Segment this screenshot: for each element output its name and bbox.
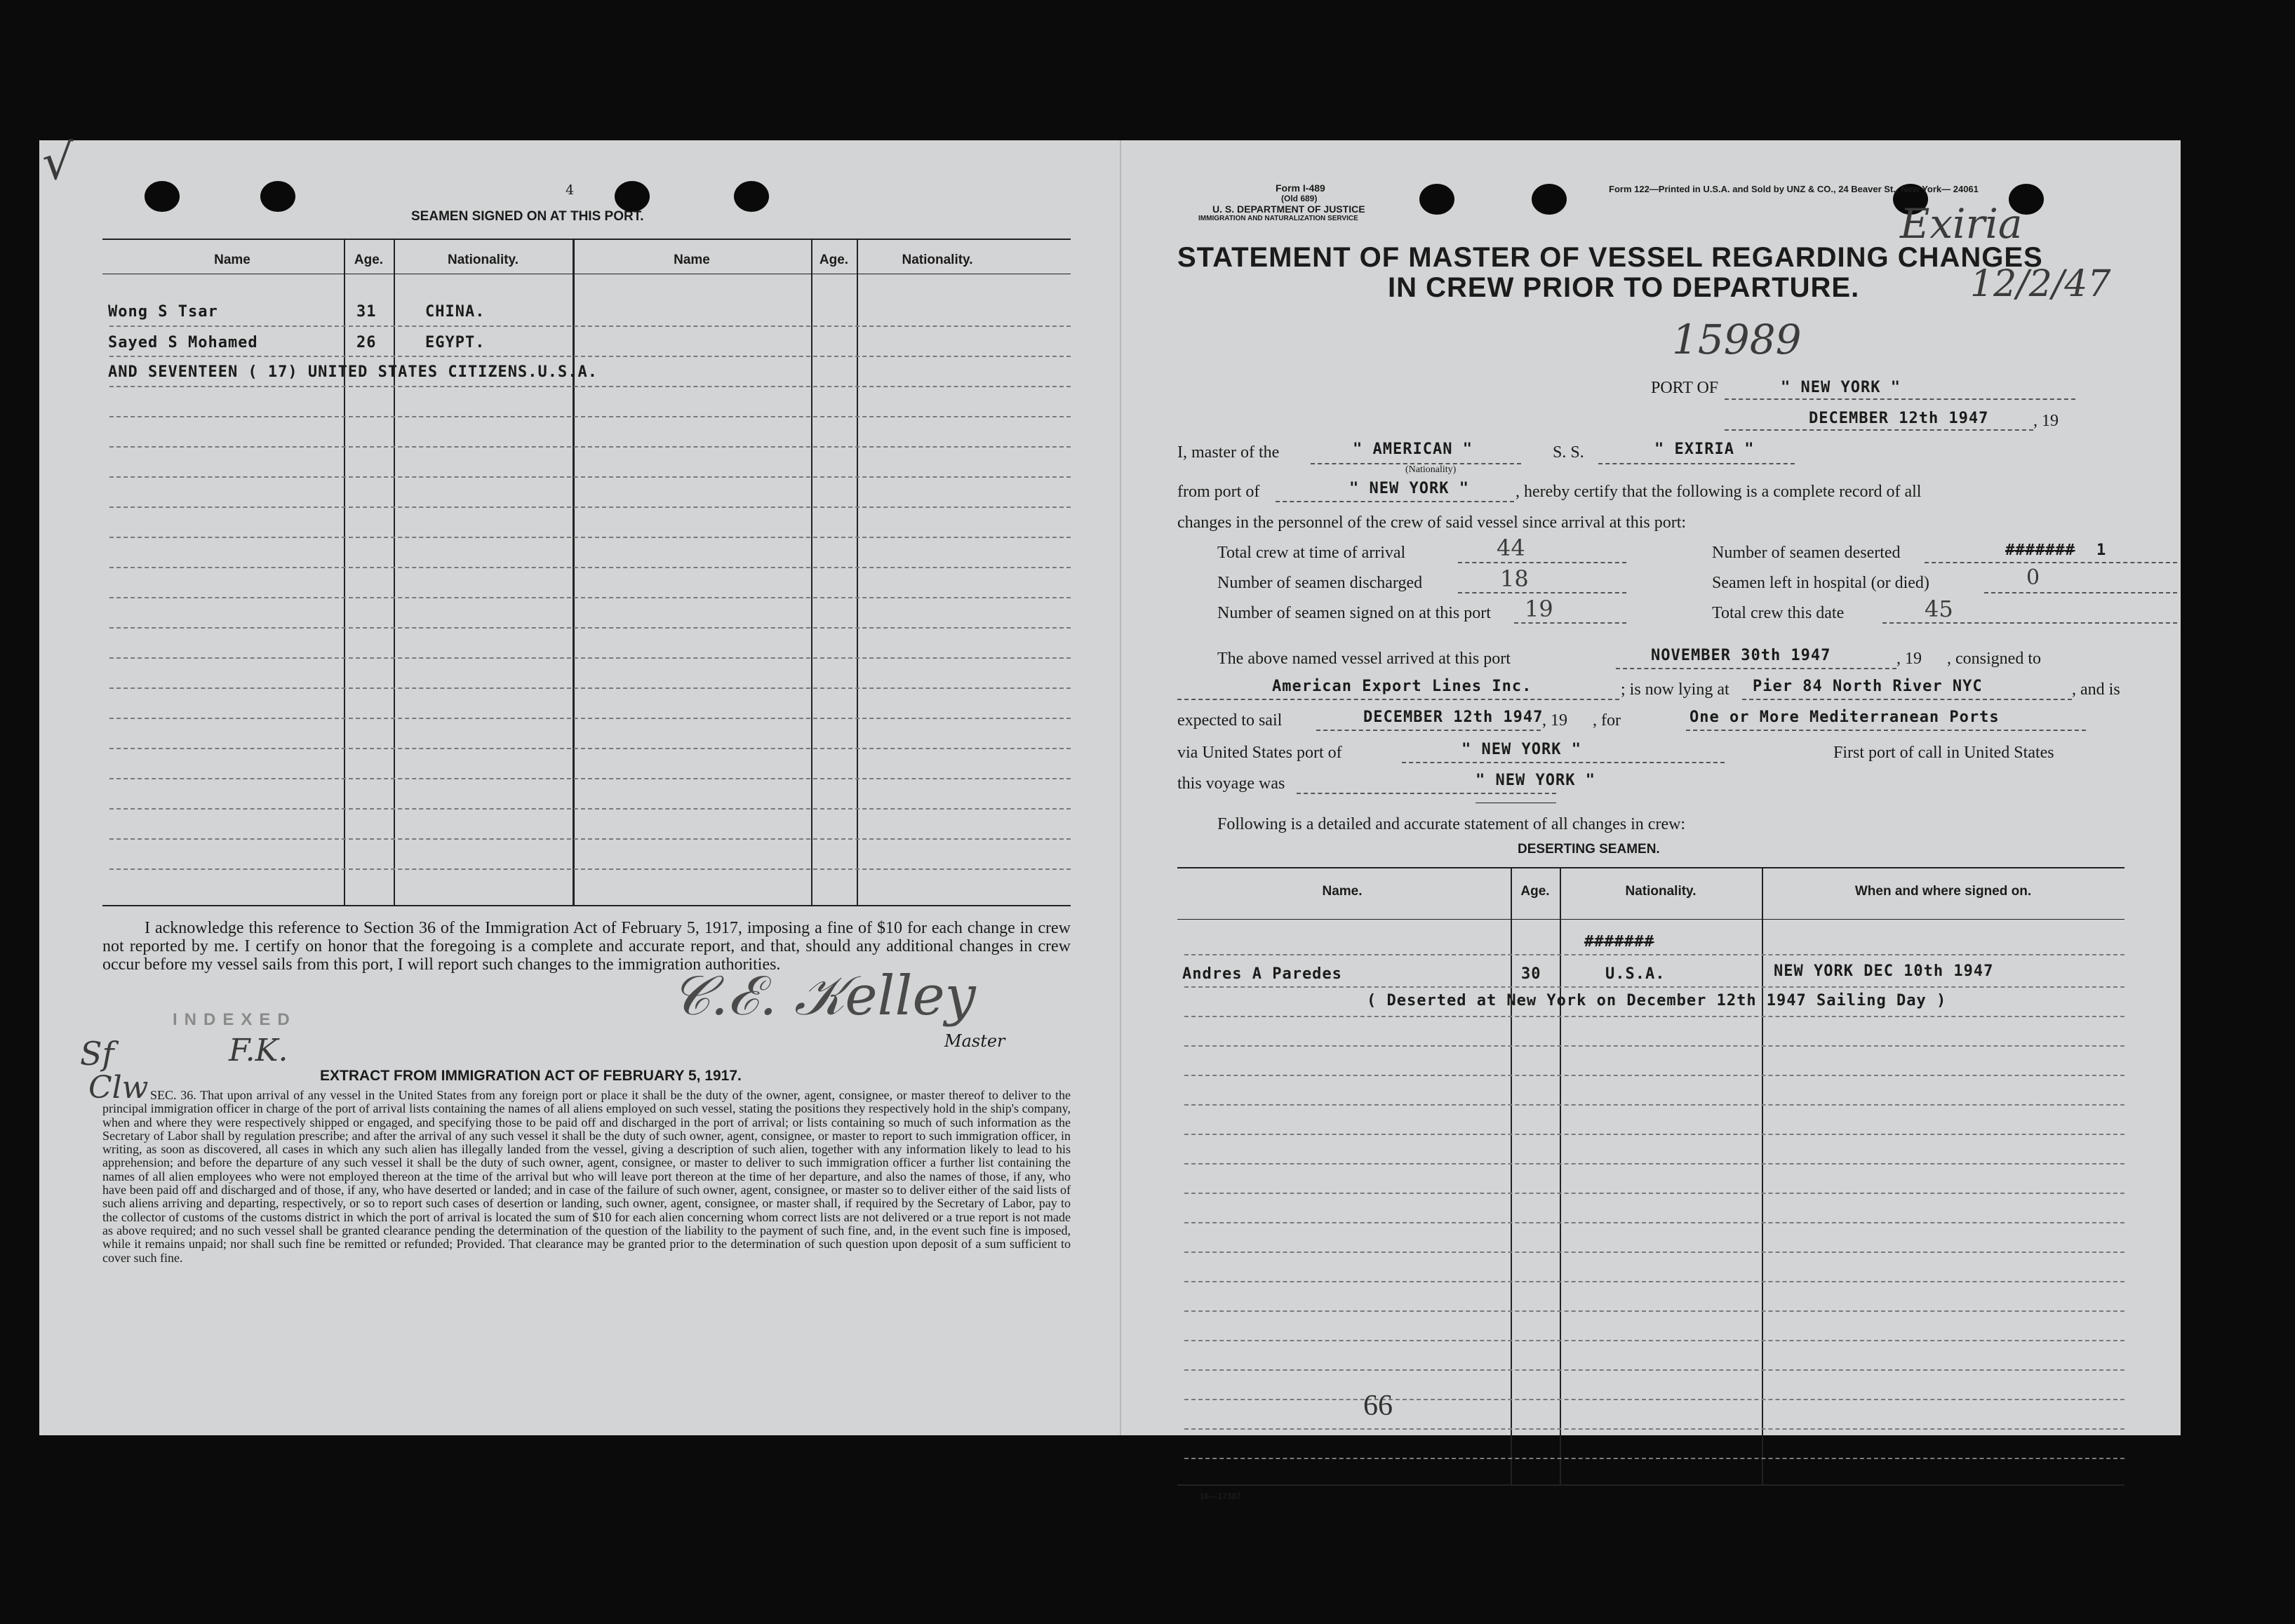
- master-of-label: I, master of the: [1177, 443, 1280, 462]
- from-port-value: " NEW YORK ": [1349, 480, 1469, 497]
- row-rule: [109, 808, 1071, 810]
- changes-text: changes in the personnel of the crew of said vessel since arrival at this port:: [1177, 514, 1687, 532]
- row-rule: [109, 386, 1071, 387]
- deserted-label: Number of seamen deserted: [1712, 544, 1901, 562]
- nationality-caption: (Nationality): [1405, 464, 1457, 475]
- total-crew-date-label: Total crew this date: [1712, 604, 1845, 622]
- row-rule: [109, 778, 1071, 779]
- column-divider: [344, 239, 345, 905]
- row-rule: [1184, 1075, 2125, 1076]
- table-top-rule: [102, 239, 1071, 240]
- form-title-line1: STATEMENT OF MASTER OF VESSEL REGARDING CHANGES: [1177, 242, 2043, 273]
- first-port-label: First port of call in United States: [1833, 744, 2054, 762]
- arrived-value: NOVEMBER 30th 1947: [1651, 647, 1831, 664]
- table-top-rule: [1177, 867, 2125, 868]
- column-header-signed-on: When and where signed on.: [1854, 884, 2032, 899]
- acknowledgement-text: I acknowledge this reference to Section 36 of the Immigration Act of February 5, 1917, imposing a fine of $10 for each change in crew not reported by me. I certify on honor that the foregoing is a complete and accurate report, and that, should any additional changes in crew occur before my vessel sails from this port, I will report such changes to the immigration authorities.: [102, 919, 1071, 974]
- for-label: , 19 , for: [1542, 711, 1621, 730]
- page-stamp: 66: [1363, 1390, 1393, 1422]
- department-name: U. S. DEPARTMENT OF JUSTICE: [1212, 203, 1365, 215]
- total-crew-arrival-value: 44: [1497, 535, 1525, 561]
- column-header-age: Age.: [819, 253, 849, 267]
- section-title: SEAMEN SIGNED ON AT THIS PORT.: [411, 209, 644, 224]
- hospital-value: 0: [2026, 565, 2040, 590]
- deserter-name: Andres A Paredes: [1182, 965, 1342, 983]
- struck-text: #######: [1584, 933, 1654, 951]
- nationality-value: " AMERICAN ": [1353, 441, 1473, 458]
- expected-value: DECEMBER 12th 1947: [1363, 709, 1544, 726]
- margin-note: F.K.: [229, 1033, 288, 1068]
- vessel-value: " EXIRIA ": [1654, 441, 1755, 458]
- deserter-signed-on: NEW YORK DEC 10th 1947: [1774, 962, 1994, 980]
- blank-line: [1402, 762, 1725, 763]
- arrived-label: The above named vessel arrived at this port: [1217, 650, 1511, 668]
- lying-value: Pier 84 North River NYC: [1753, 678, 1983, 695]
- deserter-age: 30: [1521, 965, 1541, 983]
- row-rule: [109, 657, 1071, 659]
- row-rule: [1184, 1428, 2125, 1430]
- deserter-note: ( Deserted at New York on December 12th 1947 Sailing Day ): [1367, 992, 1947, 1009]
- column-divider: [1560, 867, 1561, 1484]
- signed-on-label: Number of seamen signed on at this port: [1217, 604, 1491, 622]
- row-rule: [109, 868, 1071, 870]
- column-divider: [1762, 867, 1763, 1484]
- blank-line: [1882, 622, 2177, 624]
- blank-line: [1458, 562, 1626, 563]
- row-rule: [109, 597, 1071, 598]
- lying-label: ; is now lying at: [1621, 680, 1729, 699]
- seaman-age: 31: [356, 303, 377, 321]
- blank-line: [1686, 730, 2086, 731]
- row-rule: [109, 687, 1071, 689]
- blank-line: [1514, 622, 1626, 624]
- deserter-nationality: U.S.A.: [1605, 965, 1666, 983]
- row-rule: [1184, 1310, 2125, 1312]
- from-port-label: from port of: [1177, 483, 1260, 501]
- expected-label: expected to sail: [1177, 711, 1283, 730]
- via-label: via United States port of: [1177, 744, 1342, 762]
- row-rule: [1184, 1134, 2125, 1135]
- handwritten-date: 12/2/47: [1970, 263, 2111, 305]
- total-crew-date-value: 45: [1925, 596, 1953, 622]
- row-rule: [109, 838, 1071, 840]
- row-rule: [1184, 1281, 2125, 1282]
- following-text: Following is a detailed and accurate statement of all changes in crew:: [1217, 815, 1686, 833]
- form-old-number: (Old 689): [1281, 194, 1318, 203]
- left-page: [39, 133, 1120, 1435]
- row-rule: [109, 416, 1071, 417]
- indexed-stamp: INDEXED: [173, 1010, 297, 1029]
- deserting-title: DESERTING SEAMEN.: [1518, 842, 1660, 857]
- master-signature: 𝒞.ℰ. 𝒦elley: [671, 965, 976, 1028]
- row-rule: [1184, 1222, 2125, 1223]
- punch-hole: [1532, 184, 1567, 215]
- row-rule: [1184, 1104, 2125, 1106]
- date-value: DECEMBER 12th 1947: [1809, 410, 1989, 427]
- column-divider: [573, 239, 575, 905]
- blank-line: [1598, 463, 1795, 464]
- column-header-age: Age.: [354, 253, 384, 267]
- right-page: [1120, 140, 2181, 1501]
- column-header-name: Name: [214, 253, 250, 267]
- column-header-name: Name.: [1322, 884, 1363, 899]
- seaman-nationality: EGYPT.: [425, 334, 486, 351]
- column-divider: [857, 239, 858, 905]
- blank-line: [1297, 793, 1556, 794]
- margin-note: Sf: [80, 1035, 114, 1073]
- seaman-age: 26: [356, 334, 377, 351]
- punch-hole: [615, 181, 650, 212]
- seaman-nationality: CHINA.: [425, 303, 486, 321]
- port-value: " NEW YORK ": [1781, 379, 1901, 396]
- table-header-rule: [1177, 919, 2125, 920]
- blank-line: [1725, 429, 2033, 431]
- discharged-value: 18: [1500, 565, 1529, 592]
- row-rule: [1184, 1016, 2125, 1017]
- blank-line: [1984, 592, 2177, 593]
- row-rule: [109, 567, 1071, 568]
- row-rule: [109, 326, 1071, 327]
- column-divider: [1511, 867, 1512, 1484]
- master-label: Master: [944, 1031, 1005, 1051]
- and-is-text: , and is: [2072, 680, 2120, 699]
- row-rule: [1184, 1193, 2125, 1194]
- row-rule: [109, 627, 1071, 629]
- column-header-nationality: Nationality.: [448, 253, 518, 267]
- margin-note: Clw: [88, 1070, 149, 1106]
- ss-label: S. S.: [1553, 443, 1584, 462]
- handwritten-number: 15989: [1672, 316, 1802, 363]
- deserted-value: 1: [2096, 542, 2107, 559]
- date-suffix: , 19: [2033, 412, 2059, 430]
- seaman-name: Sayed S Mohamed: [108, 334, 258, 351]
- row-rule: [109, 446, 1071, 448]
- consignee-value: American Export Lines Inc.: [1272, 678, 1532, 695]
- punch-hole: [145, 181, 180, 212]
- row-rule: [1184, 986, 2125, 988]
- service-name: IMMIGRATION AND NATURALIZATION SERVICE: [1198, 215, 1358, 222]
- punch-hole: [260, 181, 295, 212]
- row-rule: [109, 506, 1071, 508]
- check-mark: √: [42, 133, 74, 191]
- column-divider: [811, 239, 812, 905]
- row-rule: [1184, 954, 2125, 955]
- summary-line: AND SEVENTEEN ( 17) UNITED STATES CITIZENS.U.S.A.: [108, 363, 598, 381]
- row-rule: [1184, 1458, 2125, 1459]
- blank-line: [1616, 668, 1896, 669]
- column-header-nationality: Nationality.: [902, 253, 973, 267]
- row-rule: [109, 718, 1071, 719]
- blank-line: [1725, 398, 2075, 400]
- hospital-label: Seamen left in hospital (or died): [1712, 574, 1929, 592]
- destination-value: One or More Mediterranean Ports: [1690, 709, 2000, 726]
- via-value: " NEW YORK ": [1461, 741, 1581, 758]
- blank-line: [1276, 501, 1514, 502]
- punch-hole: [734, 181, 769, 212]
- port-label: PORT OF: [1651, 379, 1719, 397]
- seaman-name: Wong S Tsar: [108, 303, 218, 321]
- row-rule: [1184, 1163, 2125, 1165]
- voyage-label: this voyage was: [1177, 774, 1285, 793]
- row-rule: [1184, 1340, 2125, 1341]
- column-divider: [394, 239, 395, 905]
- extract-text: SEC. 36. That upon arrival of any vessel in the United States from any foreign port or place it shall be the duty of the owner, agent, consignee, or master thereof to deliver to the principal immigration officer in charge of the port of arrival lists containing the names of all aliens employed on such vessel, stating the positions they respectively hold in the ship's company, when and where they were respectively shipped or engaged, and specifying those to be paid off and discharged in the port of arrival; or lists containing so much of such information as the Secretary of Labor shall by regulation prescribe; and after the arrival of any such vessel it shall be the duty of such owner, agent, consignee, or master to report to such immigration officer, in writing, as soon as discovered, all cases in which any such alien has illegally landed from the vessel, giving a description of such alien, together with any information likely to lead to his apprehension; and before the departure of any such vessel it shall be the duty of such owner, agent, consignee, or master to deliver to such immigration officer a further list containing the names of all alien employees who were not employed thereon at the time of the arrival but who will leave port thereon at the time of her departure, and also the names of those, if any, who have been paid off and discharged and of those, if any, who have deserted or landed; and in case of the failure of such owner, agent, consignee, or master so to deliver either of the said lists of such aliens arriving and departing, respectively, or so to report such cases of desertion or landing, such owner, agent, consignee, or master shall, if required by the Secretary of Labor, pay to the collector of customs of the customs district in which the port of arrival is located the sum of $10 for each alien concerning whom correct lists are not delivered or a true report is not made as above required; and no such vessel shall be granted clearance pending the determination of the question of the liability to the payment of such fine, and, in the event such fine is imposed, while it remains unpaid; nor shall such fine be remitted or refunded; Provided. That clearance may be granted prior to the determination of such question upon deposit of a sum sufficient to cover such fine.: [102, 1088, 1071, 1265]
- form-title-line2: IN CREW PRIOR TO DEPARTURE.: [1388, 272, 1860, 303]
- row-rule: [109, 356, 1071, 357]
- column-header-name: Name: [674, 253, 710, 267]
- table-bottom-rule: [1177, 1484, 2125, 1486]
- punch-hole: [1419, 184, 1454, 215]
- voyage-value: " NEW YORK ": [1476, 772, 1595, 789]
- blank-line: [1925, 562, 2177, 563]
- certify-text: , hereby certify that the following is a complete record of all: [1515, 483, 1922, 501]
- row-rule: [1184, 1045, 2125, 1047]
- handwritten-vessel: Exiria: [1900, 200, 2023, 248]
- blank-line: [1177, 699, 1619, 700]
- form-number: Form I-489: [1276, 182, 1325, 194]
- page-number: 4: [566, 182, 575, 198]
- row-rule: [1184, 1399, 2125, 1400]
- row-rule: [109, 537, 1071, 538]
- row-rule: [1184, 1369, 2125, 1371]
- row-rule: [109, 748, 1071, 749]
- row-rule: [109, 476, 1071, 478]
- table-bottom-rule: [102, 905, 1071, 906]
- blank-line: [1742, 699, 2072, 700]
- blank-line: [1316, 730, 1541, 731]
- total-crew-arrival-label: Total crew at time of arrival: [1217, 544, 1406, 562]
- column-header-age: Age.: [1520, 884, 1550, 899]
- footer-code: 16—17387: [1200, 1491, 1241, 1501]
- signed-on-value: 19: [1525, 596, 1553, 622]
- consigned-label: , 19 , consigned to: [1896, 650, 2041, 668]
- deserted-struck: #######: [2005, 542, 2075, 559]
- blank-line: [1458, 592, 1626, 593]
- printer-note: Form 122—Printed in U.S.A. and Sold by UNZ & CO., 24 Beaver St., New York— 24061: [1609, 184, 1979, 194]
- row-rule: [1184, 1251, 2125, 1253]
- discharged-label: Number of seamen discharged: [1217, 574, 1423, 592]
- extract-title: EXTRACT FROM IMMIGRATION ACT OF FEBRUARY 5, 1917.: [320, 1068, 742, 1084]
- column-header-nationality: Nationality.: [1625, 884, 1697, 899]
